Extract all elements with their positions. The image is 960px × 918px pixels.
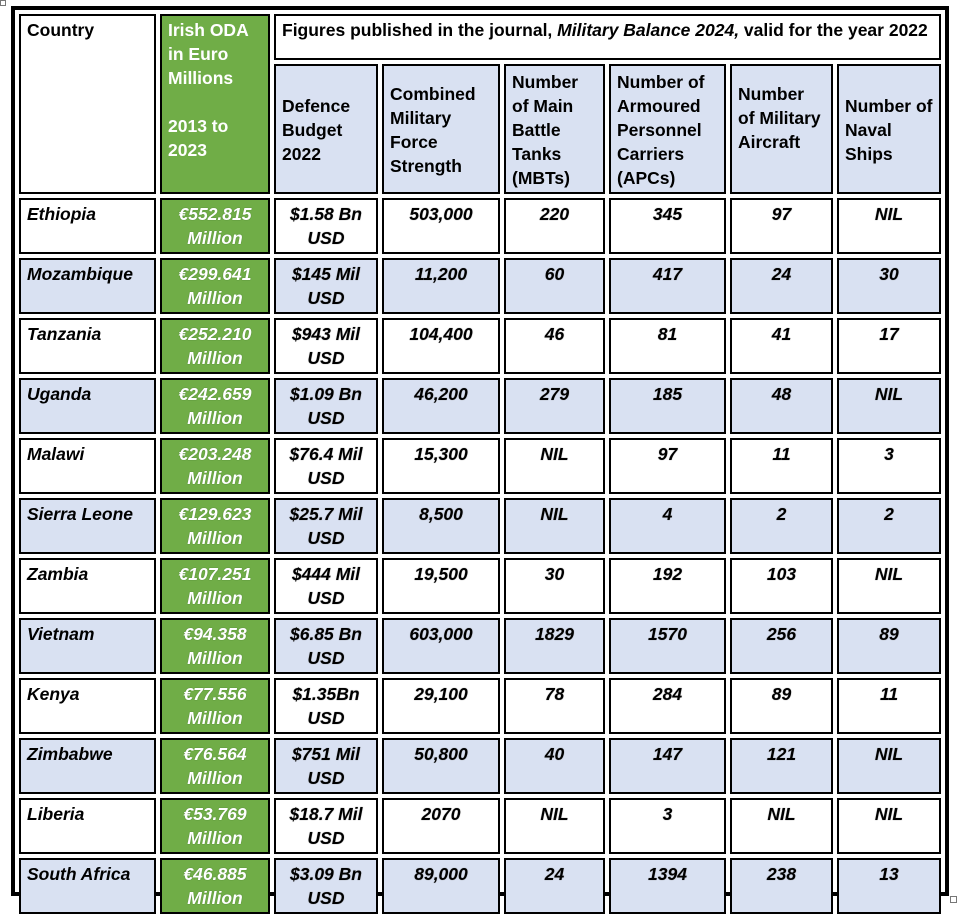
cell-country: Liberia [19,798,156,854]
header-country [19,14,156,194]
cell-aircraft: 97 [730,198,833,254]
cell-aircraft: 121 [730,738,833,794]
cell-country: Zambia [19,558,156,614]
cell-oda: €46.885 Million [160,858,270,914]
cell-country: Uganda [19,378,156,434]
cell-apc: 192 [609,558,726,614]
header-col-mbt: Number of Main Battle Tanks (MBTs) [504,64,605,194]
cell-apc: 1570 [609,618,726,674]
table-row [19,618,941,674]
table-row [19,258,941,314]
header-figures-pre: Figures published in the journal, [282,20,558,40]
table-row [19,198,941,254]
cell-country: Sierra Leone [19,498,156,554]
header-figures-post: valid for the year 2022 [739,20,928,40]
cell-country: Vietnam [19,618,156,674]
header-col-naval: Number of Naval Ships [837,64,941,194]
header-oda-label: Irish ODA in Euro Millions [168,20,249,88]
cell-oda: €203.248 Million [160,438,270,494]
cell-budget: $943 Mil USD [274,318,378,374]
cell-aircraft: 256 [730,618,833,674]
cell-mbt: NIL [504,798,605,854]
cell-mbt: 24 [504,858,605,914]
cell-apc: 147 [609,738,726,794]
cell-oda: €53.769 Million [160,798,270,854]
cell-oda: €107.251 Million [160,558,270,614]
cell-apc: 185 [609,378,726,434]
cell-apc: 4 [609,498,726,554]
cell-apc: 284 [609,678,726,734]
cell-force: 29,100 [382,678,500,734]
header-col-force: Combined Military Force Strength [382,64,500,194]
cell-country: South Africa [19,858,156,914]
cell-force: 15,300 [382,438,500,494]
table-row [19,798,941,854]
cell-budget: $444 Mil USD [274,558,378,614]
cell-aircraft: NIL [730,798,833,854]
cell-budget: $18.7 Mil USD [274,798,378,854]
table-row [19,378,941,434]
cell-aircraft: 103 [730,558,833,614]
cell-budget: $3.09 Bn USD [274,858,378,914]
header-row-top [19,14,941,60]
table-row [19,678,941,734]
table-row [19,738,941,794]
header-row-columns [19,64,941,194]
cell-country: Ethiopia [19,198,156,254]
table-row [19,858,941,914]
cell-mbt: 78 [504,678,605,734]
cell-oda: €76.564 Million [160,738,270,794]
cell-apc: 3 [609,798,726,854]
header-col-apc: Number of Armoured Personnel Carriers (APCs) [609,64,726,194]
cell-oda: €299.641 Million [160,258,270,314]
table-row [19,498,941,554]
cell-country: Kenya [19,678,156,734]
header-col-budget: Defence Budget 2022 [274,64,378,194]
header-figures-journal: Military Balance 2024, [557,20,740,40]
cell-mbt: NIL [504,498,605,554]
cell-force: 50,800 [382,738,500,794]
cell-naval: 30 [837,258,941,314]
oda-military-table [15,10,945,918]
cell-naval: NIL [837,558,941,614]
cell-budget: $25.7 Mil USD [274,498,378,554]
cell-mbt: 220 [504,198,605,254]
cell-budget: $6.85 Bn USD [274,618,378,674]
cell-country: Mozambique [19,258,156,314]
cell-aircraft: 89 [730,678,833,734]
cell-oda: €129.623 Million [160,498,270,554]
cell-naval: NIL [837,198,941,254]
table-move-handle[interactable] [0,0,6,6]
cell-apc: 1394 [609,858,726,914]
cell-apc: 81 [609,318,726,374]
header-oda [160,14,270,194]
cell-aircraft: 48 [730,378,833,434]
header-col-aircraft: Number of Military Aircraft [730,64,833,194]
cell-mbt: 46 [504,318,605,374]
cell-aircraft: 11 [730,438,833,494]
cell-budget: $1.58 Bn USD [274,198,378,254]
data-table-frame [11,6,949,908]
cell-budget: $76.4 Mil USD [274,438,378,494]
table-resize-handle[interactable] [950,896,957,903]
cell-naval: NIL [837,738,941,794]
cell-apc: 345 [609,198,726,254]
cell-aircraft: 24 [730,258,833,314]
cell-budget: $1.09 Bn USD [274,378,378,434]
table-row [19,438,941,494]
cell-budget: $751 Mil USD [274,738,378,794]
cell-naval: 2 [837,498,941,554]
cell-apc: 417 [609,258,726,314]
cell-force: 603,000 [382,618,500,674]
cell-force: 46,200 [382,378,500,434]
table-row [19,558,941,614]
cell-oda: €552.815 Million [160,198,270,254]
cell-oda: €242.659 Million [160,378,270,434]
cell-force: 11,200 [382,258,500,314]
cell-aircraft: 238 [730,858,833,914]
cell-naval: NIL [837,378,941,434]
cell-naval: 11 [837,678,941,734]
cell-mbt: 60 [504,258,605,314]
cell-naval: 3 [837,438,941,494]
cell-force: 19,500 [382,558,500,614]
cell-aircraft: 41 [730,318,833,374]
cell-force: 2070 [382,798,500,854]
cell-force: 8,500 [382,498,500,554]
cell-budget: $1.35Bn USD [274,678,378,734]
cell-mbt: NIL [504,438,605,494]
cell-budget: $145 Mil USD [274,258,378,314]
cell-naval: NIL [837,798,941,854]
header-figures [274,14,941,60]
cell-naval: 17 [837,318,941,374]
table-row [19,318,941,374]
cell-mbt: 30 [504,558,605,614]
cell-force: 89,000 [382,858,500,914]
cell-force: 104,400 [382,318,500,374]
cell-oda: €252.210 Million [160,318,270,374]
cell-aircraft: 2 [730,498,833,554]
cell-mbt: 279 [504,378,605,434]
cell-mbt: 40 [504,738,605,794]
cell-oda: €94.358 Million [160,618,270,674]
cell-country: Malawi [19,438,156,494]
header-country-label: Country [27,20,95,40]
cell-country: Zimbabwe [19,738,156,794]
cell-mbt: 1829 [504,618,605,674]
cell-oda: €77.556 Million [160,678,270,734]
cell-naval: 13 [837,858,941,914]
cell-country: Tanzania [19,318,156,374]
header-oda-years: 2013 to 2023 [168,116,229,160]
cell-apc: 97 [609,438,726,494]
cell-naval: 89 [837,618,941,674]
cell-force: 503,000 [382,198,500,254]
